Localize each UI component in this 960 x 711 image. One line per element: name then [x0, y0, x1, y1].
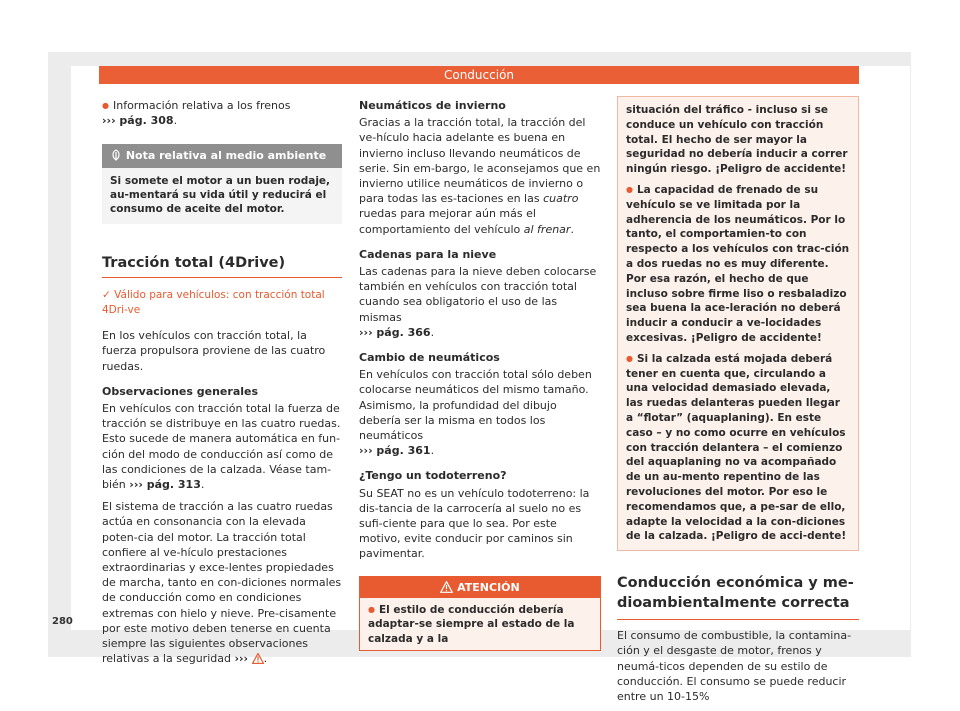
page-number: 280	[52, 616, 73, 627]
warning-bullet: ● La capacidad de frenado de su vehículo se ve limitada por la adherencia de los neumáticos. Por lo tanto, el comportamien-to con respecto a los vehículos con trac-ción a dos ruedas no es muy diferente. Por esa razón, el hecho de que incluso sobre firme liso o resbaladizo sea buena la ace-leración no deberá inducir a conducir a ve-locidades excesivas. ¡Peligro de accidente!	[626, 183, 850, 346]
subheading: ¿Tengo un todoterreno?	[359, 469, 507, 483]
page-reference-link[interactable]: ››› pág. 361	[359, 444, 431, 458]
paragraph: En vehículos con tracción total la fuerza de tracción se distribuye en las cuatro ruedas. Esto sucede de manera automática en fun-ción del modo de conducción así como de las condiciones de la calzada. Véase tam-bién ››› pág. 313.	[102, 402, 341, 492]
bullet-icon	[626, 353, 637, 365]
warning-paragraph: situación del tráfico - incluso si se conduce un vehículo con tracción total. El hecho de ser mayor la seguridad no debería inducir a correr ningún riesgo. ¡Peligro de accidente!	[626, 104, 848, 176]
check-icon: ✓	[102, 288, 115, 301]
column-2	[359, 98, 601, 651]
subheading: Cadenas para la nieve	[359, 247, 497, 261]
paragraph: Su SEAT no es un vehículo todoterreno: la dis-tancia de la carrocería al suelo no es sufi-ciente para que lo sea. Por este motivo, evite conducir por caminos sin pavimentar.	[359, 486, 590, 561]
subheading: Observaciones generales	[102, 384, 259, 398]
paragraph: El sistema de tracción a las cuatro ruedas actúa en consonancia con la elevada poten-cia del motor. La tracción total confiere al ve-hículo prestaciones extraordinarias y exce-lentes propiedades de marcha, tanto en con-diciones normales de conducción como en condiciones extremas con hielo y nieve. Pre-cisamente por este motivo deben tenerse en cuenta siempre las siguientes observaciones relativas a la seguridad ››› .	[102, 500, 342, 666]
chapter-header: Conducción	[99, 66, 859, 84]
page-reference-link[interactable]: ››› pág. 313	[129, 478, 201, 492]
paragraph: Las cadenas para la nieve deben colocarse también en vehículos con tracción total cuando sea obligatorio el uso de las mismas ››› pág. 366.	[359, 265, 597, 339]
paragraph: En vehículos con tracción total sólo deben colocarse neumáticos del mismo tamaño. Asimismo, la profundidad del dibujo debería ser la misma en todos los neumáticos ››› pág. 361.	[359, 368, 592, 458]
bullet-icon	[368, 604, 379, 616]
bullet-icon	[102, 99, 113, 112]
warning-text: ● El estilo de conducción debería adaptar-se siempre al estado de la calzada y a la	[360, 598, 600, 651]
warning-box	[359, 576, 601, 652]
paragraph: Gracias a la tracción total, la tracción del ve-hículo hacia adelante es buena en invierno incluso llevando neumáticos de serie. Sin em-bargo, le aconsejamos que en invierno utilice neumáticos de invierno o para todas las es-taciones en las cuatro ruedas para mejorar aún más el comportamiento del vehículo al frenar.	[359, 116, 601, 236]
environment-note-header: Nota relativa al medio ambiente	[102, 144, 342, 167]
warning-box-header: ATENCIÓN	[360, 577, 600, 598]
leaf-icon	[110, 149, 122, 161]
intro-item: ● Información relativa a los frenos ››› pág. 308.	[102, 98, 342, 128]
warning-icon	[440, 581, 453, 593]
paragraph: En los vehículos con tracción total, la fuerza propulsora proviene de las cuatro ruedas.	[102, 329, 326, 373]
subheading: Cambio de neumáticos	[359, 351, 500, 365]
environment-note-text: Si somete el motor a un buen rodaje, au-mentará su vida útil y reducirá el consumo de aceite del motor.	[110, 174, 331, 215]
warning-continuation	[617, 96, 859, 551]
column-3	[617, 98, 859, 711]
subheading: Neumáticos de invierno	[359, 99, 506, 112]
page-reference-link[interactable]: ››› pág. 308	[102, 114, 174, 128]
environment-note	[102, 144, 342, 223]
column-1	[102, 98, 342, 673]
section-title-4drive: Tracción total (4Drive)	[102, 256, 342, 278]
paragraph: El consumo de combustible, la contamina-ción y el desgaste de motor, frenos y neumá-ticos dependen de su estilo de conducción. El consumo se puede reducir entre un 10-15%	[617, 629, 852, 703]
warning-icon	[252, 653, 264, 664]
page-reference-link[interactable]: ›››	[234, 652, 249, 666]
warning-bullet: ● Si la calzada está mojada deberá tener en cuenta que, circulando a una velocidad demasiado elevada, las ruedas delanteras pueden llegar a “flotar” (aquaplaning). En este caso – y no como ocurre en vehículos con tracción delantera – el comienzo del aquaplaning no va acompañado de un au-mento repentino de las revoluciones del motor. Por eso le recomendamos que, a pe-sar de ello, adapte la velocidad a la con-diciones de la calzada. ¡Peligro de acci-dente!	[626, 352, 850, 544]
validity-note: ✓ Válido para vehículos: con tracción total 4Dri-ve	[102, 288, 325, 317]
bullet-icon	[626, 184, 637, 196]
section-title-eco-driving: Conducción económica y me-dioambientalmente correcta	[617, 573, 859, 620]
page-reference-link[interactable]: ››› pág. 366	[359, 325, 431, 339]
